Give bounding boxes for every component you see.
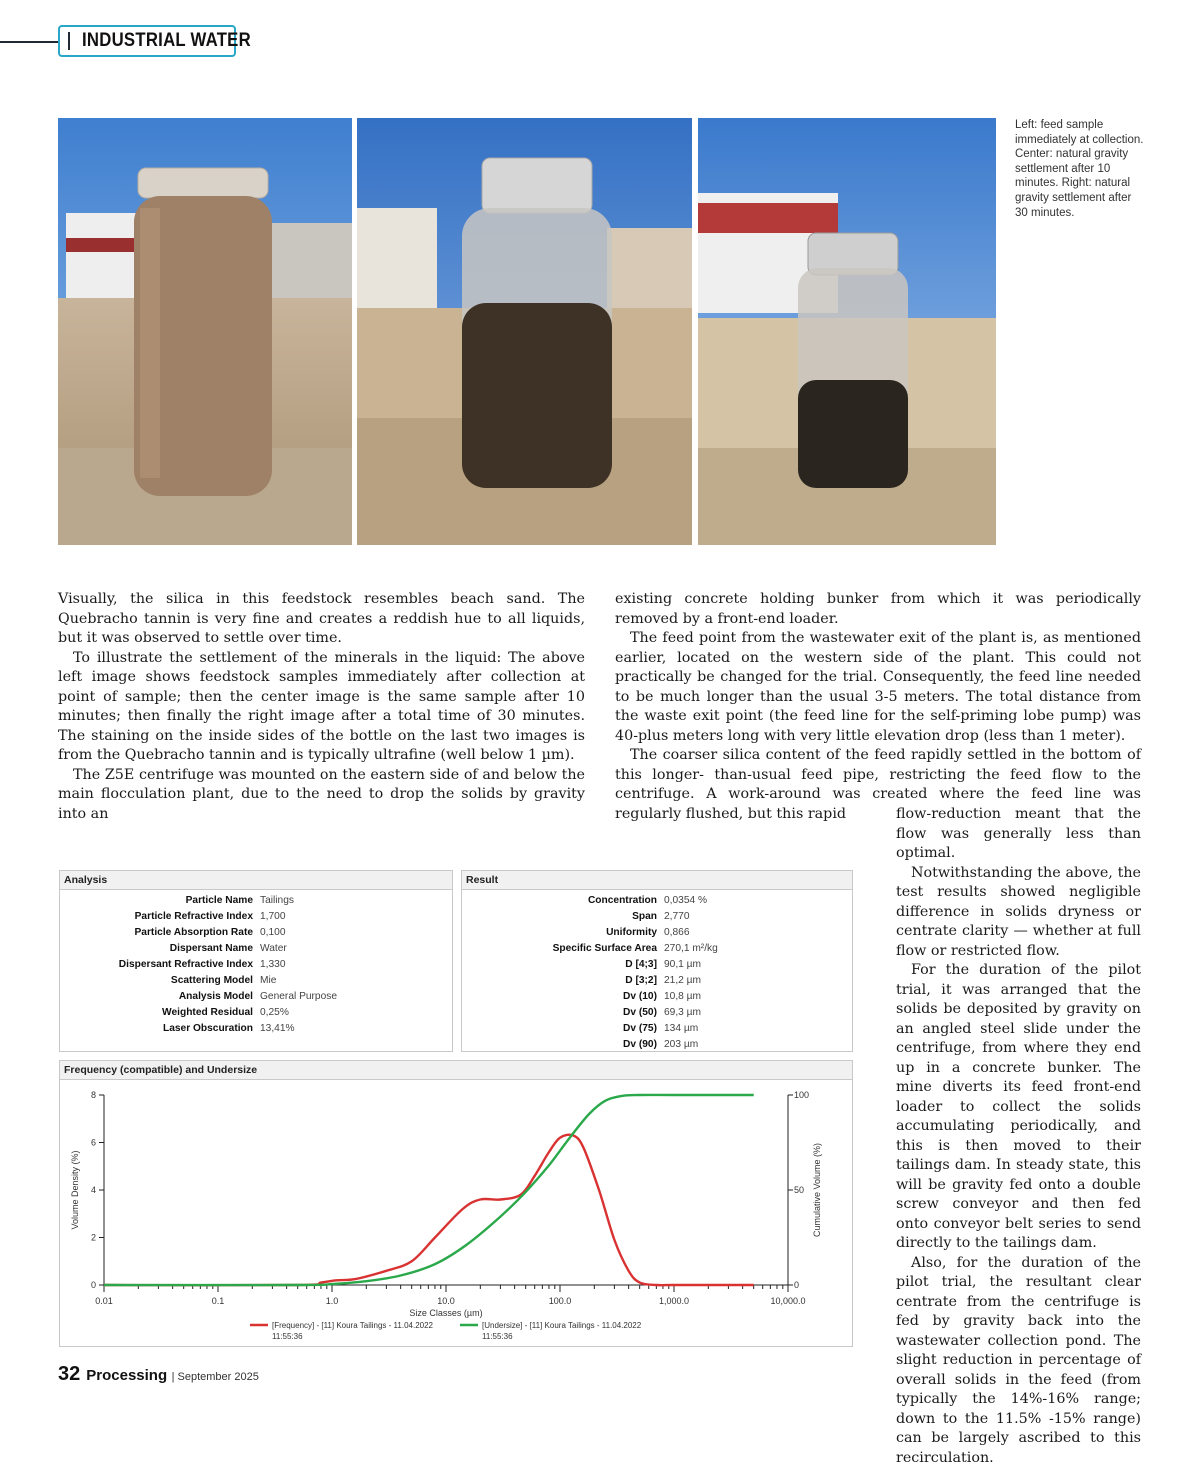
result-row [462,1005,852,1021]
magazine-name: Processing [86,1367,167,1384]
paragraph: flow-reduction meant that the flow was generally less than optimal. [896,805,1141,864]
analysis-row-value: 1,700 [260,909,286,925]
y2-tick-label: 50 [794,1185,804,1195]
size-distribution-chart [60,1080,852,1346]
analysis-row [60,1021,452,1037]
analysis-row-value: General Purpose [260,989,337,1005]
result-title: Result [462,871,852,890]
result-row-label: Dv (50) [462,1005,657,1021]
y-tick-label: 2 [91,1233,96,1243]
analysis-row-value: Water [260,941,287,957]
analysis-row-value: Tailings [260,893,294,909]
paragraph: The Z5E centrifuge was mounted on the eastern side of and below the main flocculation plant, due to the need to drop the solids by gravity into an [58,766,585,825]
legend-label: [Undersize] - [11] Koura Tailings - 11.04.2022 [482,1321,642,1330]
result-row-label: Dv (75) [462,1021,657,1037]
result-row-value: 90,1 µm [664,957,701,973]
section-rule [0,41,60,43]
section-title: INDUSTRIAL WATER [82,30,251,52]
x-axis-label: Size Classes (µm) [409,1308,482,1318]
y2-axis-label: Cumulative Volume (%) [812,1143,822,1237]
analysis-row [60,973,452,989]
paragraph: Visually, the silica in this feedstock resembles beach sand. The Quebracho tannin is very fine and creates a reddish hue to all liquids, but it was observed to settle over time. [58,590,585,649]
analysis-table [60,893,452,1037]
result-row-value: 2,770 [664,909,690,925]
analysis-row [60,957,452,973]
analysis-title: Analysis [60,871,452,890]
result-row-value: 134 µm [664,1021,698,1037]
analysis-row [60,909,452,925]
result-row-value: 10,8 µm [664,989,701,1005]
legend-label-time: 11:55:36 [272,1332,303,1341]
analysis-row [60,1005,452,1021]
page-footer [58,1363,259,1386]
legend-label-time: 11:55:36 [482,1332,513,1341]
analysis-row [60,925,452,941]
chart-panel [59,1060,853,1347]
y2-tick-label: 100 [794,1090,809,1100]
result-row-label: D [4;3] [462,957,657,973]
result-row-value: 203 µm [664,1037,698,1053]
analysis-row-value: 1,330 [260,957,286,973]
issue-date: | September 2025 [172,1371,259,1383]
section-label [58,25,236,57]
result-row-label: Dv (10) [462,989,657,1005]
result-row-label: D [3;2] [462,973,657,989]
analysis-row [60,893,452,909]
result-row-value: 21,2 µm [664,973,701,989]
x-tick-label: 100.0 [549,1296,572,1306]
analysis-row-label: Laser Obscuration [60,1021,253,1037]
result-row [462,941,852,957]
page-number: 32 [58,1363,80,1385]
section-bar [68,32,70,50]
result-row [462,925,852,941]
analysis-row-value: 0,100 [260,925,286,941]
y-axis-label: Volume Density (%) [70,1150,80,1229]
analysis-row-label: Dispersant Name [60,941,253,957]
x-tick-label: 10,000.0 [770,1296,805,1306]
analysis-row-label: Scattering Model [60,973,253,989]
paragraph: The feed point from the wastewater exit of the plant is, as mentioned earlier, located on the western side of the plant. This could not practically be changed for the trial. Consequently, the feed line needed to be much longer than the usual 3-5 meters. The total distance from the waste exit point (the feed line for the self-priming lobe pump) was 40-plus meters long with very little elevation drop (less than 1 meter). [615,629,1141,746]
narrow-column [896,805,1141,1468]
result-row [462,1021,852,1037]
y-tick-label: 8 [91,1090,96,1100]
right-column-top [615,590,1141,824]
analysis-row-label: Particle Name [60,893,253,909]
result-row [462,989,852,1005]
x-tick-label: 0.01 [95,1296,113,1306]
analysis-row-label: Weighted Residual [60,1005,253,1021]
analysis-row-label: Particle Absorption Rate [60,925,253,941]
frequency-series-line [104,1135,754,1285]
ten-minute-settlement-photo [357,118,692,545]
paragraph: Notwithstanding the above, the test results showed negligible difference in solids dryness or centrate clarity — whether at full flow or restricted flow. [896,864,1141,962]
result-row-label: Dv (90) [462,1037,657,1053]
analysis-row-label: Particle Refractive Index [60,909,253,925]
undersize-series-line [104,1095,754,1285]
feed-sample-photo [58,118,352,545]
result-row-value: 69,3 µm [664,1005,701,1021]
analysis-row-value: Mie [260,973,276,989]
result-row-label: Specific Surface Area [462,941,657,957]
y-tick-label: 0 [91,1280,96,1290]
result-row-value: 270,1 m²/kg [664,941,718,957]
result-row [462,973,852,989]
chart-title: Frequency (compatible) and Undersize [60,1061,852,1080]
paragraph: The coarser silica content of the feed rapidly settled in the bottom of this longer- than-usual feed pipe, restricting the feed flow to the centrifuge. A work-around was created where the feed line was regularly flushed, but this rapid [615,746,1141,824]
result-panel [461,870,853,1052]
thirty-minute-settlement-photo [698,118,996,545]
y2-tick-label: 0 [794,1280,799,1290]
analysis-row-label: Analysis Model [60,989,253,1005]
x-tick-label: 0.1 [212,1296,225,1306]
analysis-row [60,941,452,957]
result-table [462,893,852,1053]
paragraph: To illustrate the settlement of the minerals in the liquid: The above left image shows feedstock samples immediately after collection at point of sample; then the center image is the same sample after 10 minutes; then finally the right image after a total time of 30 minutes. The staining on the inside sides of the bottle on the last two images is from the Quebracho tannin and is typically ultrafine (well below 1 µm). [58,649,585,766]
result-row-label: Uniformity [462,925,657,941]
result-row [462,909,852,925]
result-row-value: 0,866 [664,925,690,941]
analysis-row-label: Dispersant Refractive Index [60,957,253,973]
result-row-value: 0,0354 % [664,893,707,909]
legend-label: [Frequency] - [11] Koura Tailings - 11.04.2022 [272,1321,434,1330]
result-row [462,893,852,909]
x-tick-label: 10.0 [437,1296,455,1306]
x-tick-label: 1,000.0 [659,1296,689,1306]
paragraph: Also, for the duration of the pilot trial, the resultant clear centrate from the centrifuge is fed by gravity back into the wastewater collection pond. The slight reduction in percentage of overall solids in the feed (from typically the 14%-16% range; down to the 11.5% -15% range) can be largely ascribed to this recirculation. [896,1254,1141,1468]
result-row-label: Concentration [462,893,657,909]
result-row-label: Span [462,909,657,925]
result-row [462,957,852,973]
result-row [462,1037,852,1053]
analysis-row-value: 0,25% [260,1005,289,1021]
paragraph: For the duration of the pilot trial, it was arranged that the solids be deposited by gravity on an angled steel slide under the centrifuge, from where they end up in a concrete bunker. The mine diverts its feed front-end loader to collect the solids accumulating periodically, and this is then moved to their tailings dam. In steady state, this will be gravity fed onto a double screw conveyor and then fed onto conveyor belt series to send directly to the tailings dam. [896,961,1141,1254]
y-tick-label: 4 [91,1185,96,1195]
analysis-panel [59,870,453,1052]
photo-caption: Left: feed sample immediately at collection. Center: natural gravity settlement after 10 minutes. Right: natural gravity settlement after 30 minutes. [1015,118,1145,220]
left-column [58,590,585,824]
paragraph: existing concrete holding bunker from which it was periodically removed by a front-end loader. [615,590,1141,629]
x-tick-label: 1.0 [326,1296,339,1306]
analysis-row [60,989,452,1005]
analysis-row-value: 13,41% [260,1021,295,1037]
y-tick-label: 6 [91,1138,96,1148]
